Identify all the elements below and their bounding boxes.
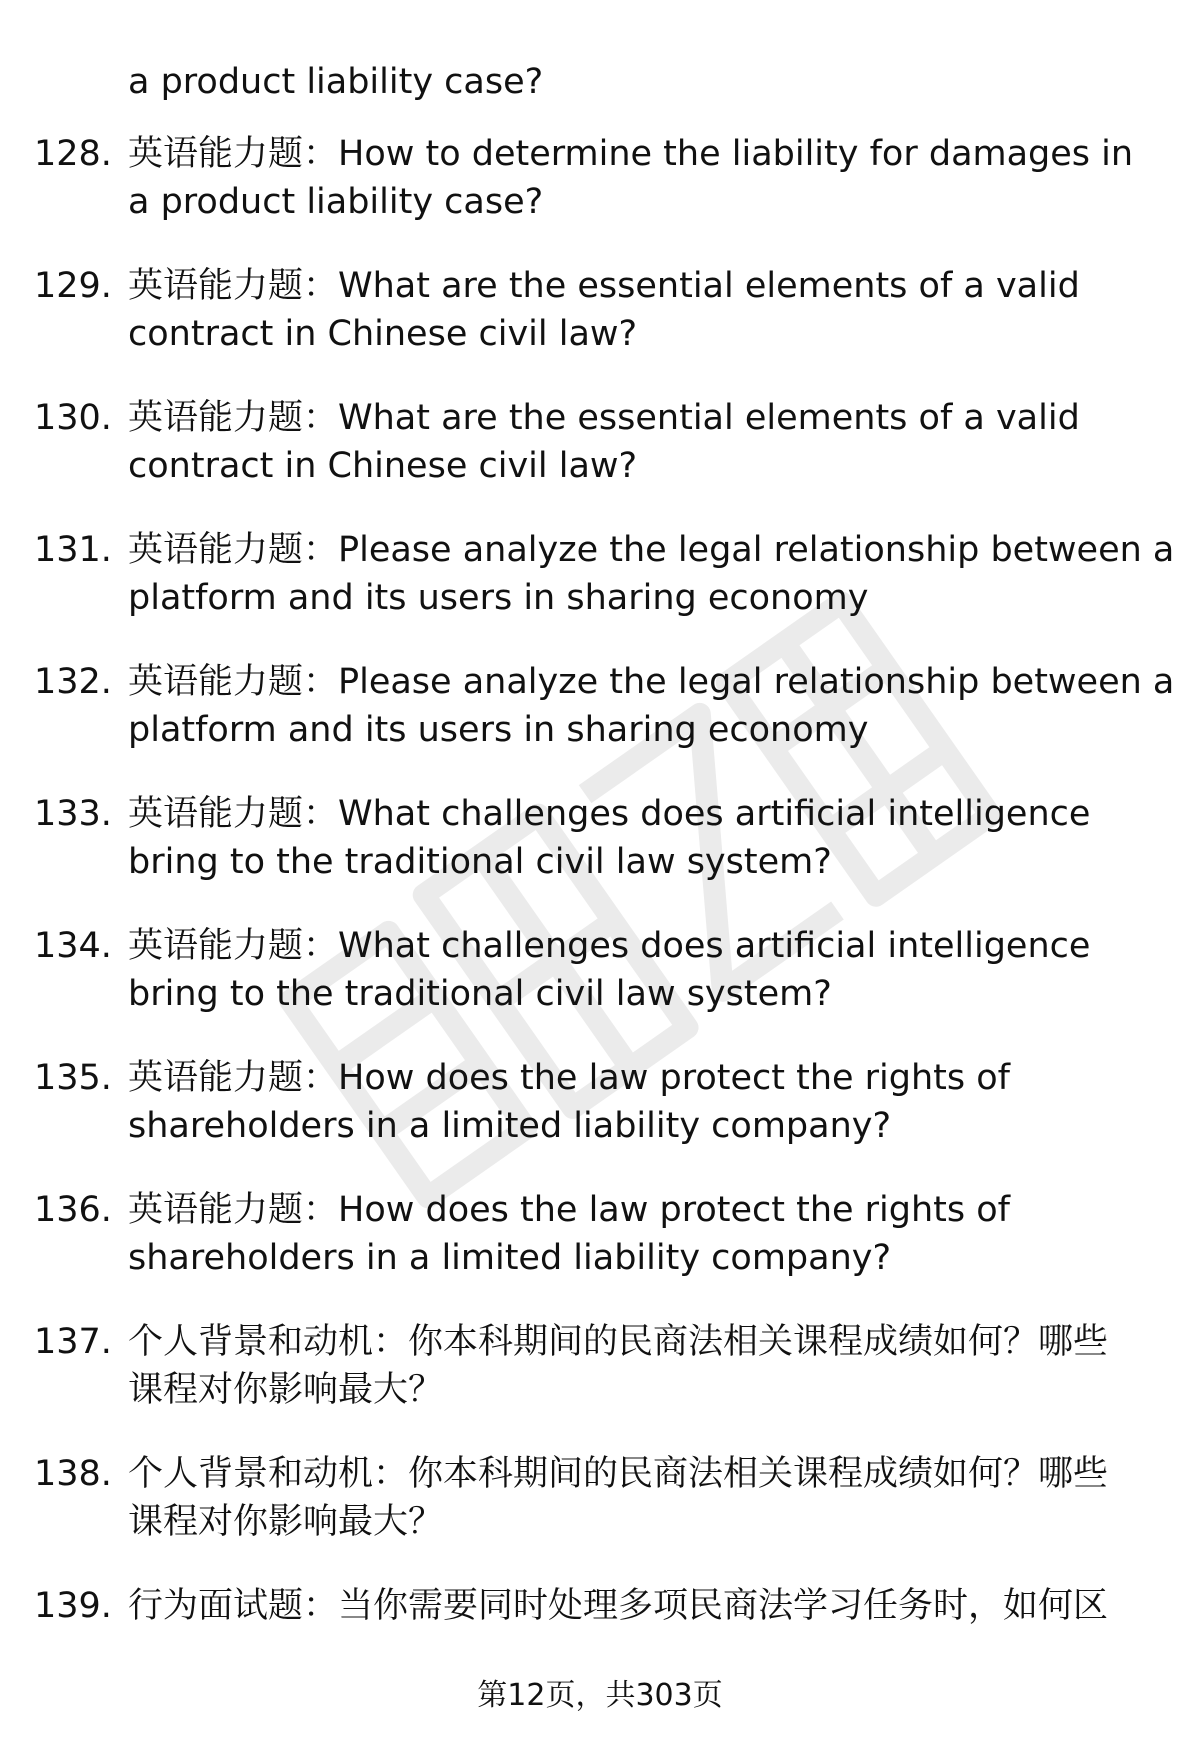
question-text-line: 个人背景和动机：你本科期间的民商法相关课程成绩如何？哪些 <box>128 1322 1109 1362</box>
question-number: 136. <box>34 1190 112 1230</box>
question-number: 138. <box>34 1454 112 1494</box>
question-number: 130. <box>34 398 112 438</box>
question-text <box>128 1054 1168 1150</box>
question-text <box>128 1318 1168 1414</box>
question-text <box>128 922 1168 1018</box>
question-number: 131. <box>34 530 112 570</box>
question-text <box>128 790 1168 886</box>
question-text <box>128 262 1168 358</box>
question-number: 134. <box>34 926 112 966</box>
question-text-line: 个人背景和动机：你本科期间的民商法相关课程成绩如何？哪些 <box>128 1454 1109 1494</box>
question-text <box>128 1582 1168 1630</box>
question-item <box>0 130 1200 262</box>
question-text-line: 英语能力题：What are the essential elements of a valid <box>128 398 1080 438</box>
question-number: 129. <box>34 266 112 306</box>
question-text-line: 英语能力题：Please analyze the legal relationship between a <box>128 662 1175 702</box>
question-text <box>128 1186 1168 1282</box>
question-item <box>0 1186 1200 1318</box>
page-footer: 第12页，共303页 <box>477 1678 723 1713</box>
question-text-line: contract in Chinese civil law? <box>128 314 638 354</box>
question-text-line: 英语能力题：Please analyze the legal relationship between a <box>128 530 1175 570</box>
question-number: 135. <box>34 1058 112 1098</box>
question-text-line: a product liability case? <box>128 182 544 222</box>
question-text-line: 英语能力题：How does the law protect the rights of <box>128 1058 1010 1098</box>
question-text-line: contract in Chinese civil law? <box>128 446 638 486</box>
question-list <box>0 130 1200 1714</box>
question-text-line: 英语能力题：What challenges does artificial intelligence <box>128 794 1091 834</box>
question-item <box>0 790 1200 922</box>
question-item <box>0 922 1200 1054</box>
question-text <box>128 130 1168 226</box>
question-text-line: shareholders in a limited liability company? <box>128 1238 892 1278</box>
question-number: 137. <box>34 1322 112 1362</box>
question-text-line: 英语能力题：What are the essential elements of a valid <box>128 266 1080 306</box>
question-item <box>0 526 1200 658</box>
question-item <box>0 1318 1200 1450</box>
question-number: 139. <box>34 1586 112 1626</box>
question-number: 128. <box>34 134 112 174</box>
question-text-line: bring to the traditional civil law system? <box>128 974 832 1014</box>
question-text <box>128 394 1168 490</box>
question-text-line: bring to the traditional civil law system? <box>128 842 832 882</box>
question-text-line: 课程对你影响最大？ <box>128 1502 444 1542</box>
question-item <box>0 1450 1200 1582</box>
question-item <box>0 394 1200 526</box>
question-text-line: platform and its users in sharing economy <box>128 578 869 618</box>
question-text-line: shareholders in a limited liability company? <box>128 1106 892 1146</box>
question-text <box>128 526 1175 622</box>
question-text-line: 英语能力题：What challenges does artificial intelligence <box>128 926 1091 966</box>
question-number: 133. <box>34 794 112 834</box>
question-text-line: 行为面试题：当你需要同时处理多项民商法学习任务时，如何区 <box>128 1586 1109 1626</box>
question-text <box>128 1450 1168 1546</box>
question-text-line: 英语能力题：How to determine the liability for damages in <box>128 134 1134 174</box>
question-number: 132. <box>34 662 112 702</box>
question-text <box>128 658 1175 754</box>
continued-question-text: a product liability case? <box>128 62 544 102</box>
question-item <box>0 1054 1200 1186</box>
question-text-line: platform and its users in sharing economy <box>128 710 869 750</box>
question-item <box>0 262 1200 394</box>
question-text-line: 课程对你影响最大？ <box>128 1370 444 1410</box>
question-text-line: 英语能力题：How does the law protect the rights of <box>128 1190 1010 1230</box>
question-item <box>0 658 1200 790</box>
